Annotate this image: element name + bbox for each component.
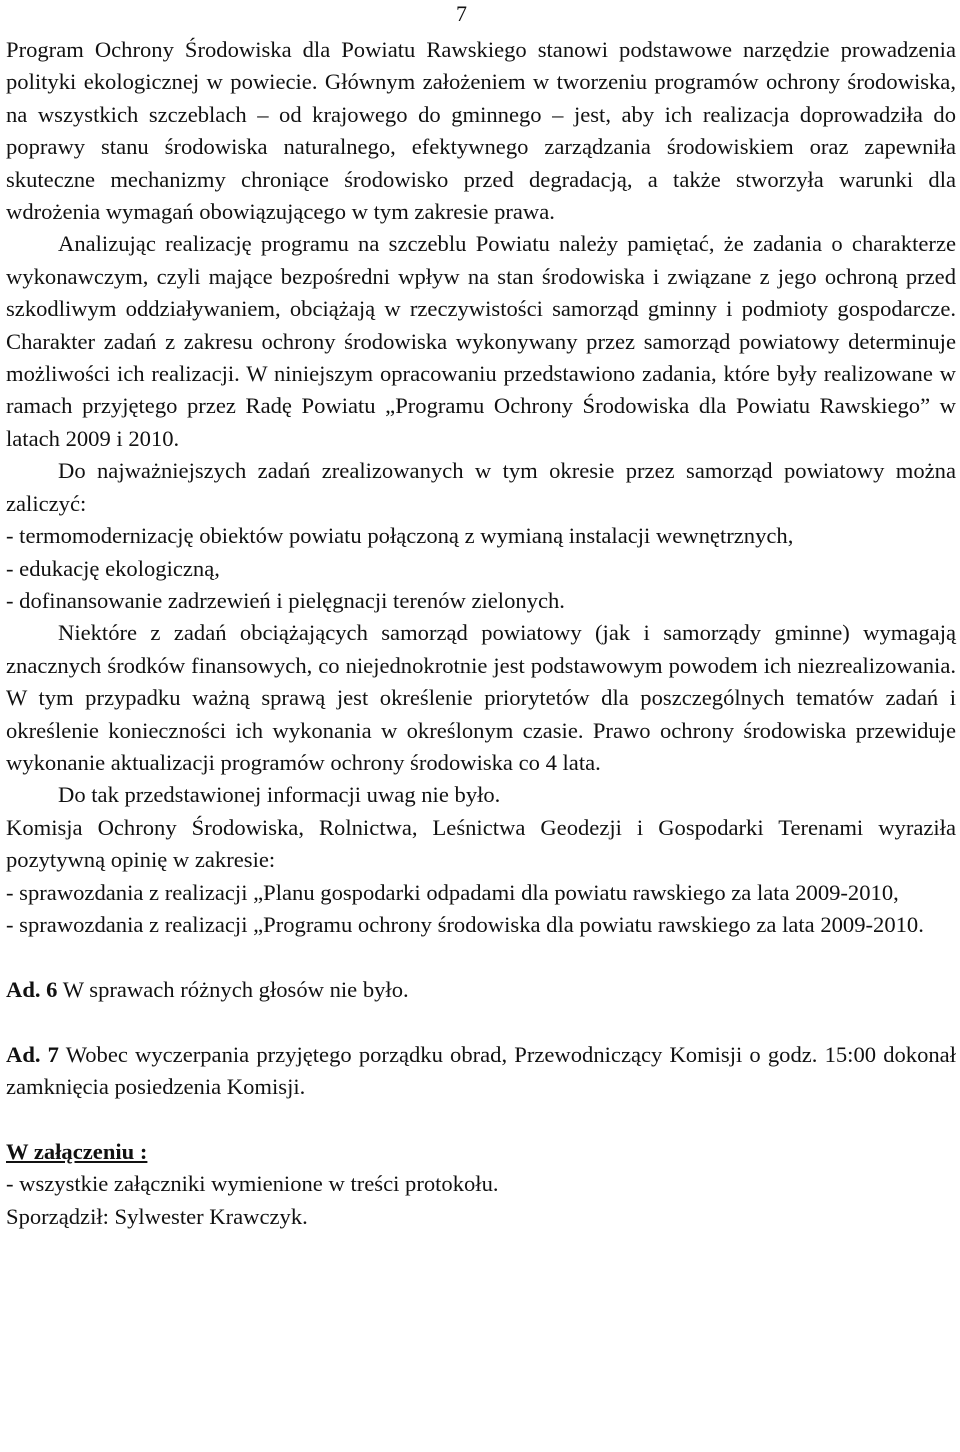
list-item-environment-program-report: - sprawozdania z realizacji „Programu ochrony środowiska dla powiatu rawskiego za lata 2009-2010. — [6, 911, 924, 937]
agenda-item-6 — [6, 974, 956, 1006]
page-number: 7 — [456, 1, 467, 26]
spacer — [6, 1006, 956, 1038]
agenda-item-6-text: W sprawach różnych głosów nie było. — [57, 976, 409, 1002]
paragraph-key-tasks: Do najważniejszych zadań zrealizowanych w tym okresie przez samorząd powiatowy można zaliczyć: — [6, 458, 956, 516]
spacer — [6, 941, 956, 973]
paragraph-financial-tasks: Niektóre z zadań obciążających samorząd powiatowy (jak i samorządy gminne) wymagają znacznych środków finansowych, co niejednokrotnie jest podstawowym powodem ich niezrealizowania. W tym przypadku ważną sprawą jest określenie priorytetów dla poszczególnych tematów zadań i określenie konieczności ich wykonania w określonym czasie. Prawo ochrony środowiska przewiduje wykonanie aktualizacji programów ochrony środowiska co 4 lata. — [6, 620, 956, 775]
document-body — [6, 34, 956, 1233]
list-item-tree-planting: - dofinansowanie zadrzewień i pielęgnacji terenów zielonych. — [6, 587, 565, 613]
attachments-item: - wszystkie załączniki wymienione w treści protokołu. — [6, 1171, 499, 1197]
attachments-heading: W załączeniu : — [6, 1138, 148, 1164]
agenda-item-7 — [6, 1039, 956, 1104]
paragraph-program-intro: Program Ochrony Środowiska dla Powiatu Rawskiego stanowi podstawowe narzędzie prowadzenia polityki ekologicznej w powiecie. Głównym założeniem w tworzeniu programów ochrony środowiska, na wszystkich szczeblach – od krajowego do gminnego – jest, aby ich realizacja doprowadziła do poprawy stanu środowiska naturalnego, efektywnego zarządzania środowiskiem oraz zapewniła skuteczne mechanizmy chroniące środowisko przed degradacją, a także stworzyła warunki dla wdrożenia wymagań obowiązującego w tym zakresie prawa. — [6, 37, 956, 225]
list-item-ecological-education: - edukację ekologiczną, — [6, 555, 220, 581]
spacer — [6, 1103, 956, 1135]
agenda-item-7-text: Wobec wyczerpania przyjętego porządku obrad, Przewodniczący Komisji o godz. 15:00 dokonał zamknięcia posiedzenia Komisji. — [6, 1041, 956, 1099]
list-item-thermomodernization: - termomodernizację obiektów powiatu połączoną z wymianą instalacji wewnętrznych, — [6, 523, 794, 549]
agenda-item-7-label: Ad. 7 — [6, 1041, 59, 1067]
prepared-by: Sporządził: Sylwester Krawczyk. — [6, 1203, 308, 1229]
paragraph-analysis: Analizując realizację programu na szczeblu Powiatu należy pamiętać, że zadania o charakterze wykonawczym, czyli mające bezpośredni wpływ na stan środowiska i związane z jego ochroną przed szkodliwym oddziaływaniem, obciążają w rzeczywistości samorząd gminny i podmioty gospodarcze. Charakter zadań z zakresu ochrony środowiska wykonywany przez samorząd powiatowy determinuje możliwości ich realizacji. W niniejszym opracowaniu przedstawiono zadania, które były realizowane w ramach przyjętego przez Radę Powiatu „Programu Ochrony Środowiska dla Powiatu Rawskiego” w latach 2009 i 2010. — [6, 231, 956, 451]
paragraph-commission-opinion: Komisja Ochrony Środowiska, Rolnictwa, Leśnictwa Geodezji i Gospodarki Terenami wyraziła pozytywną opinię w zakresie: — [6, 814, 956, 873]
list-item-waste-plan-report: - sprawozdania z realizacji „Planu gospodarki odpadami dla powiatu rawskiego za lata 2009-2010, — [6, 879, 899, 905]
paragraph-no-remarks: Do tak przedstawionej informacji uwag nie było. — [58, 782, 501, 808]
agenda-item-6-label: Ad. 6 — [6, 976, 58, 1002]
